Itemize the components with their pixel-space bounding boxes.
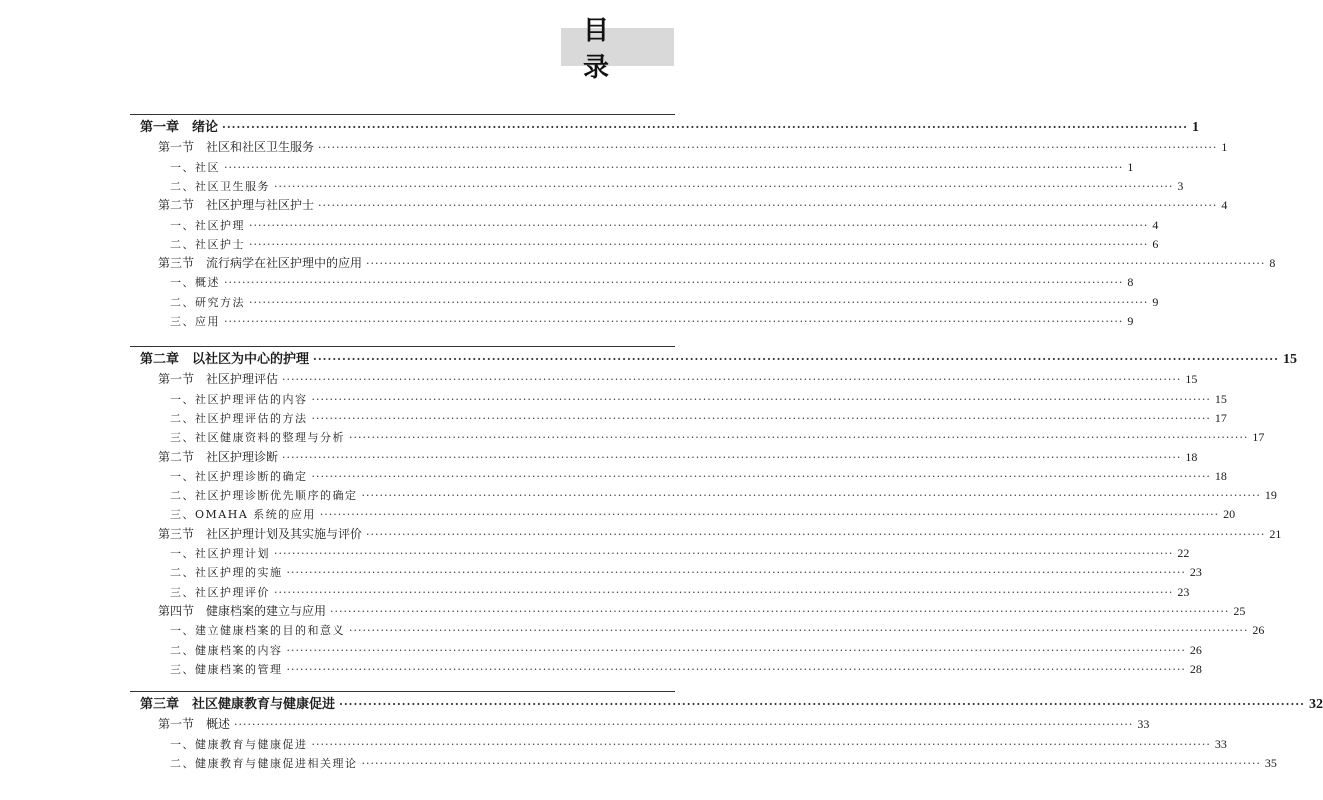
toc-page-number: 9 (1127, 314, 1134, 328)
toc-entry-label: 一、概述 (170, 276, 220, 290)
dot-leader: ········································································································································································································ (286, 566, 1186, 580)
toc-page-number: 1 (1221, 140, 1228, 155)
toc-entry-label: 二、健康教育与健康促进相关理论 (170, 756, 358, 770)
toc-chapter-entry[interactable] (0, 118, 1199, 138)
toc-page-number: 19 (1264, 488, 1277, 503)
toc-entry-label: 一、社区护理计划 (170, 547, 270, 560)
toc-page-number: 1 (1191, 120, 1199, 135)
toc-subsection-entry[interactable] (0, 234, 1159, 254)
dot-leader: ········································································································································································································ (339, 698, 1305, 711)
toc-page-number: 15 (1214, 391, 1227, 406)
toc-page-number: 23 (1189, 565, 1202, 580)
dot-leader: ········································································································································································································ (313, 353, 1279, 366)
dot-leader: ········································································································································································································ (224, 315, 1124, 328)
toc-subsection-entry[interactable] (0, 176, 1184, 196)
toc-page-number: 17 (1252, 430, 1265, 445)
toc-section-entry[interactable] (0, 195, 1228, 215)
dot-leader: ········································································································································································································ (222, 121, 1188, 134)
dot-leader: ········································································································································································································ (224, 276, 1124, 290)
toc-subsection-entry[interactable] (0, 734, 1227, 754)
toc-subsection-entry[interactable] (0, 272, 1134, 292)
toc-page-number: 25 (1233, 603, 1246, 618)
toc-section-entry[interactable] (0, 137, 1228, 157)
toc-entry-label: 第一节 社区和社区卫生服务 (158, 140, 315, 155)
dot-leader: ········································································································································································································ (311, 469, 1211, 483)
toc-page-number: 18 (1214, 468, 1227, 483)
toc-subsection-entry[interactable] (0, 311, 1134, 331)
dot-leader: ········································································································································································································ (311, 737, 1211, 751)
dot-leader: ········································································································································································································ (274, 179, 1174, 193)
dot-leader: ········································································································································································································ (286, 662, 1186, 676)
toc-entry-label: 二、健康档案的内容 (170, 643, 283, 657)
toc-entry-label: 一、社区护理 (170, 218, 245, 232)
toc-entry-label: 二、社区护理的实施 (170, 566, 283, 580)
chapter-divider (130, 114, 675, 115)
dot-leader: ········································································································································································································ (361, 489, 1261, 503)
dot-leader: ········································································································································································································ (249, 218, 1149, 232)
toc-entry-label: 第四节 健康档案的建立与应用 (158, 603, 327, 618)
toc-entry-label: 二、研究方法 (170, 295, 245, 309)
dot-leader: ········································································································································································································ (249, 237, 1149, 251)
toc-page-number: 33 (1214, 736, 1227, 751)
dot-leader: ········································································································································································································ (311, 411, 1211, 425)
toc-page-number: 4 (1152, 217, 1159, 232)
toc-page-number: 22 (1177, 546, 1190, 560)
toc-page-number: 28 (1189, 661, 1202, 676)
dot-leader: ········································································································································································································ (361, 756, 1261, 770)
toc-page-number: 18 (1185, 449, 1198, 464)
toc-entry-label: 第一章 绪论 (140, 120, 219, 135)
dot-leader: ········································································································································································································ (282, 373, 1182, 387)
toc-page-number: 4 (1221, 198, 1228, 213)
toc-subsection-entry[interactable] (0, 292, 1159, 312)
toc-entry-label: 二、社区护理评估的方法 (170, 411, 308, 425)
toc-section-entry[interactable] (0, 369, 1198, 389)
toc-page-number: 8 (1269, 256, 1276, 271)
toc-entry-label: 一、建立健康档案的目的和意义 (170, 624, 345, 638)
toc-entry-label: 第二节 社区护理与社区护士 (158, 198, 315, 213)
toc-subsection-entry[interactable] (0, 466, 1227, 486)
toc-section-entry[interactable] (0, 447, 1198, 467)
dot-leader: ········································································································································································································ (282, 450, 1182, 464)
dot-leader: ········································································································································································································ (318, 141, 1218, 155)
toc-entry-label: 一、社区 (170, 160, 220, 174)
toc-subsection-entry[interactable] (0, 215, 1159, 235)
toc-entry-label: 三、社区健康资料的整理与分析 (170, 431, 345, 445)
toc-subsection-entry[interactable] (0, 389, 1227, 409)
dot-leader: ········································································································································································································ (349, 431, 1249, 445)
toc-subsection-entry[interactable] (0, 582, 1190, 602)
toc-page-number: 32 (1308, 697, 1323, 712)
toc-entry-label: 第二节 社区护理诊断 (158, 449, 279, 464)
toc-section-entry[interactable] (0, 601, 1246, 621)
dot-leader: ········································································································································································································ (311, 392, 1211, 406)
toc-section-entry[interactable] (0, 714, 1150, 734)
toc-subsection-entry[interactable] (0, 408, 1227, 428)
toc-page-number: 23 (1177, 584, 1190, 599)
chapter-divider (130, 691, 675, 692)
toc-subsection-entry[interactable] (0, 659, 1202, 679)
toc-section-entry[interactable] (0, 253, 1276, 273)
dot-leader: ········································································································································································································ (318, 199, 1218, 213)
toc-entry-label: 三、健康档案的管理 (170, 662, 283, 676)
dot-leader: ········································································································································································································ (224, 160, 1124, 174)
toc-subsection-entry[interactable] (0, 640, 1202, 660)
toc-entry-label: 第二章 以社区为中心的护理 (140, 352, 310, 367)
toc-page-number: 1 (1127, 159, 1134, 174)
toc-entry-label: 第一节 概述 (158, 717, 231, 732)
toc-page-number: 21 (1269, 526, 1282, 541)
toc-entry-label: 二、社区护士 (170, 237, 245, 251)
toc-entry-label: 第三节 社区护理计划及其实施与评价 (158, 526, 363, 541)
dot-leader: ········································································································································································································ (366, 527, 1266, 541)
dot-leader: ········································································································································································································ (234, 718, 1134, 732)
dot-leader: ········································································································································································································ (366, 257, 1266, 271)
dot-leader: ········································································································································································································ (249, 295, 1149, 309)
toc-subsection-entry[interactable] (0, 427, 1265, 447)
toc-entry-label: 第三节 流行病学在社区护理中的应用 (158, 256, 363, 271)
toc-entry-label: 二、社区卫生服务 (170, 179, 270, 193)
dot-leader: ········································································································································································································ (286, 643, 1186, 657)
toc-entry-label: 二、社区护理诊断优先顺序的确定 (170, 489, 358, 503)
toc-entry-label: 一、社区护理评估的内容 (170, 392, 308, 406)
dot-leader: ········································································································································································································ (274, 547, 1174, 560)
toc-subsection-entry[interactable] (0, 620, 1265, 640)
toc-page-number: 26 (1189, 642, 1202, 657)
toc-subsection-entry[interactable] (0, 543, 1190, 563)
toc-page-number: 17 (1214, 410, 1227, 425)
toc-entry-label: 第一节 社区护理评估 (158, 372, 279, 387)
dot-leader: ········································································································································································································ (349, 624, 1249, 638)
dot-leader: ········································································································································································································ (330, 604, 1230, 618)
toc-subsection-entry[interactable] (0, 485, 1277, 505)
toc-page-number: 33 (1137, 717, 1150, 732)
toc-page-number: 3 (1177, 178, 1184, 193)
toc-chapter-entry[interactable] (0, 350, 1297, 370)
toc-entry-label: 三、应用 (170, 315, 220, 328)
toc-entry-label: 一、社区护理诊断的确定 (170, 469, 308, 483)
toc-page-number: 20 (1223, 507, 1236, 522)
toc-page-number: 15 (1185, 372, 1198, 387)
toc-page-number: 35 (1264, 755, 1277, 770)
toc-page-number: 9 (1152, 294, 1159, 309)
toc-page-number: 6 (1152, 236, 1159, 251)
toc-subsection-entry[interactable] (0, 562, 1202, 582)
toc-page-number: 26 (1252, 623, 1265, 638)
toc-chapter-entry[interactable] (0, 695, 1323, 715)
toc-subsection-entry[interactable] (0, 753, 1277, 773)
toc-section-entry[interactable] (0, 524, 1282, 544)
dot-leader: ········································································································································································································ (274, 585, 1174, 599)
toc-entry-label: 三、OMAHA 系统的应用 (170, 508, 316, 522)
toc-entry-label: 三、社区护理评价 (170, 585, 270, 599)
toc-page-number: 15 (1282, 352, 1297, 367)
toc-page-number: 8 (1127, 275, 1134, 290)
dot-leader: ········································································································································································································ (319, 508, 1220, 522)
toc-entry-label: 第三章 社区健康教育与健康促进 (140, 697, 336, 712)
toc-subsection-entry[interactable] (0, 504, 1236, 524)
page-title: 目 录 (561, 28, 674, 66)
toc-subsection-entry[interactable] (0, 157, 1134, 177)
chapter-divider (130, 346, 675, 347)
toc-entry-label: 一、健康教育与健康促进 (170, 737, 308, 751)
